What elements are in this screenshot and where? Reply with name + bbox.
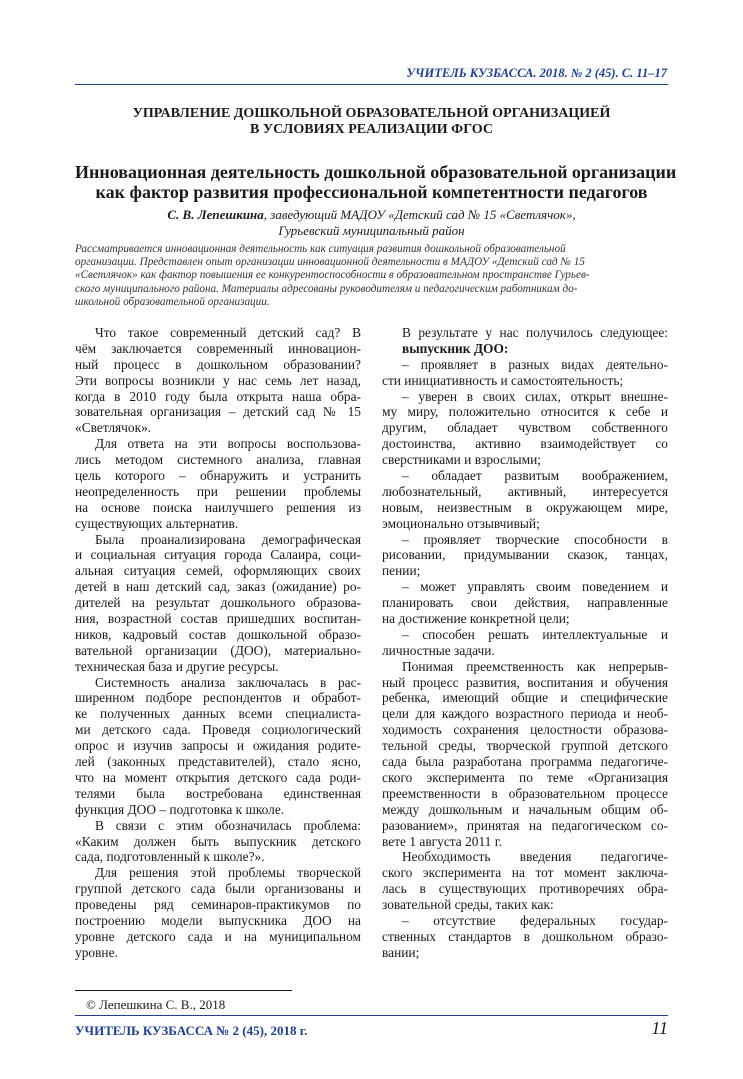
text-line: – способен решать интеллектуальные и [402,626,668,642]
abstract-line: школьной образовательной организации. [75,295,270,308]
text-line: цели для каждого возрастного периода и необ- [382,706,668,722]
text-line: ходимость сохранения целостности образова- [382,722,668,738]
text-line: «Светлячок». [75,420,152,436]
text-line: проведены ряд семинаров-практикумов по [75,897,361,913]
section-title [75,106,668,138]
text-line: зовательной среды, таких как: [382,897,554,913]
text-line: на достижение конкретной цели; [382,611,570,627]
text-line: лей (законных представителей), стало ясно, [75,754,361,770]
text-line: лась в существующих противоречиях обра- [382,881,668,897]
text-line: построению модели выпускника ДОО на [75,912,361,928]
text-line: ского эксперимента на тот момент заключа- [382,865,668,881]
text-line: Для ответа на эти вопросы воспользова- [95,436,361,452]
text-line: разованием», принятая на педагогическом со- [382,817,668,833]
abstract-line: ского муниципального района. Материалы адресованы руководителям и педагогическим работникам до- [75,282,578,295]
text-line: Была проанализирована демографическая [95,531,361,547]
abstract-line: «Светлячок» как фактор повышения ее конкурентоспособности в образовательном пространстве Гурьев- [75,269,590,282]
section-title-line: В УСЛОВИЯХ РЕАЛИЗАЦИИ ФГОС [250,122,493,137]
text-line: уровне детского сада и на муниципальном [75,928,361,944]
text-line: ников, кадровый состав дошкольной образо- [75,626,361,642]
author-name: С. В. Лепешкина [167,207,264,222]
text-line: неопределенность при решении проблемы [75,483,361,499]
text-line: когда в 2010 году была открыта наша обра- [75,388,361,404]
text-line: – может управлять своим поведением и [402,579,668,595]
text-line: дителей на результат дошкольного образова- [75,595,361,611]
text-line: Эти вопросы возникли у нас семь лет назад, [75,372,361,388]
text-line: лись методом системного анализа, главная [75,452,361,468]
text-line: сада была разработана программа педагогиче- [382,754,668,770]
text-line: В связи с этим обозначилась проблема: [95,817,361,833]
text-line: сверстниками и взрослыми; [382,452,542,468]
text-line: выпускник ДОО: [402,340,509,356]
copyright-rule [75,990,292,991]
text-line: ственных стандартов в дошкольном образо- [382,928,668,944]
text-line: Что такое современный детский сад? В [95,325,361,340]
footer-journal: УЧИТЕЛЬ КУЗБАССА № 2 (45), 2018 г. [75,1023,308,1038]
abstract [75,243,668,309]
author-region: Гурьевский муниципальный район [278,223,465,238]
copyright: © Лепешкина С. В., 2018 [86,997,226,1012]
article-title-line: как фактор развития профессиональной компетентности педагогов [95,182,648,202]
author-line [75,207,668,223]
text-line: телями была востребована единственная [75,785,361,801]
text-line: уровне. [75,944,118,960]
text-line: альная ситуация семей, оформляющих своих [75,563,361,579]
running-head-rule [75,84,668,85]
text-line: любознательный, активный, интересуется [382,483,668,499]
text-line: ке полученных данных всеми специалиста- [75,706,361,722]
text-line: сти инициативность и самостоятельность; [382,372,624,388]
text-line: В результате у нас получилось следующее: [402,325,668,340]
text-line: и социальная ситуация города Салаира, соци- [75,547,361,563]
left-column [75,325,361,961]
text-line: цель которого – обнаружить и устранить [75,468,361,484]
author-affiliation: , заведующий МАДОУ «Детский сад № 15 «Светлячок», [263,207,576,222]
text-line: техническая база и другие ресурсы. [75,658,279,674]
text-line: преемственности в образовательном процессе [382,785,668,801]
text-line: зовательная организация – детский сад № 15 [75,404,361,420]
text-line: чём заключается современный инновацион- [75,340,361,356]
author-block [75,207,668,239]
text-line: му миру, положительно относится к себе и [382,404,668,420]
text-line: на основе поиска наилучшего решения из [75,499,361,515]
text-line: опрос и изучив запросы и ожидания родите- [75,738,361,754]
text-line: эмоционально отзывчивый; [382,515,540,531]
text-line: планировать свои действия, направленные [382,595,668,611]
text-line: достоинства, активно взаимодействует со [382,436,668,452]
text-line: «Каким должен быть выпускник детского [75,833,361,849]
text-line: личностные задачи. [382,642,495,658]
text-line: тельной среды, творческой группой детского [382,738,668,754]
text-line: – проявляет творческие способности в [402,531,668,547]
text-line: вете 1 августа 2011 г. [382,833,503,849]
text-line: функция ДОО – подготовка к школе. [75,801,285,817]
text-line: вательной организации (ДОО), материально- [75,642,361,658]
text-line: пении; [382,563,421,579]
text-line: Понимая преемственность как непрерыв- [402,658,668,674]
text-line: ный процесс развития, воспитания и обучения [382,674,668,690]
abstract-line: Рассматривается инновационная деятельность как ситуация развития дошкольной образовательной [75,243,566,255]
text-line: Необходимость введения педагогиче- [402,849,668,865]
text-line: сада, подготовленный к школе?». [75,849,265,865]
abstract-line: организации. Представлен опыт организации инновационной деятельности в МАДОУ «Детский сад № 15 [75,256,585,269]
article-title-line: Инновационная деятельность дошкольной образовательной организации [75,162,677,182]
text-line: – отсутствие федеральных государ- [402,912,668,928]
text-line: между дошкольным и начальным общим об- [382,801,668,817]
text-line: – обладает развитым воображением, [402,468,668,484]
section-title-line: УПРАВЛЕНИЕ ДОШКОЛЬНОЙ ОБРАЗОВАТЕЛЬНОЙ ОРГАНИЗАЦИЕЙ [132,106,611,121]
text-line: вании; [382,944,420,960]
text-line: ширенном подборе респондентов и обработ- [75,690,361,706]
text-line: другим, обладает чувством собственного [382,420,668,436]
footer-rule [75,1015,668,1016]
text-line: – уверен в своих силах, открыт внешне- [402,388,668,404]
page-number: 11 [651,1018,668,1038]
text-line: – проявляет в разных видах деятельно- [402,356,668,372]
right-column [382,325,668,961]
text-line: ния, возрастной состав пришедших воспитан- [75,611,361,627]
text-line: новым, неизвестным в окружающем мире, [382,499,668,515]
text-line: ского эксперимента по теме «Организация [382,769,668,785]
text-line: ми детского сада. Проведя социологический [75,722,361,738]
text-line: детей в наш детский сад, заказ (ожидание) ро- [75,579,361,595]
article-title [75,162,677,202]
text-line: Системность анализа заключалась в рас- [95,674,361,690]
text-line: рисовании, придумывании сказок, танцах, [382,547,668,563]
text-line: что на момент открытия детского сада роди- [75,769,361,785]
text-line: ребенка, имеющий общие и специфические [382,690,668,706]
running-head: УЧИТЕЛЬ КУЗБАССА. 2018. № 2 (45). С. 11–17 [406,66,667,80]
text-line: группой детского сада были организованы и [75,881,361,897]
text-line: ный процесс в дошкольном образовании? [75,356,361,372]
text-line: существующих альтернатив. [75,515,239,531]
text-line: Для решения этой проблемы творческой [95,865,361,881]
